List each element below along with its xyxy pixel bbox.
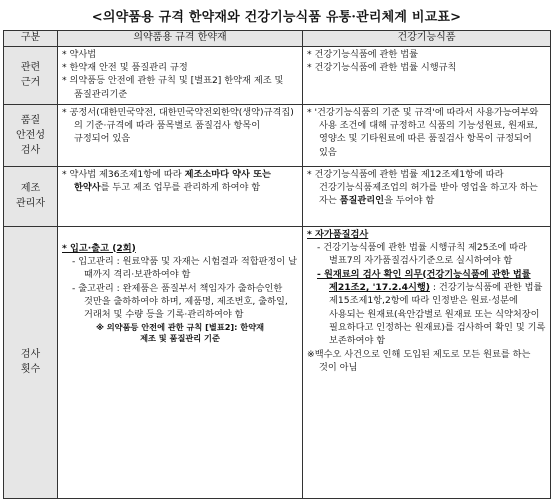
- cell-quality-herbal: [58, 104, 303, 166]
- manager-health-text-a: * 건강기능식품에 관한 법률 제12조제1항에 따라 건강기능식품제조업의 허가를 받아 영업을 하고자 하는 자는: [307, 168, 538, 207]
- herbal-note-line1: ※ 의약품등 안전에 관한 규칙 [별표2]: 한약재: [95, 321, 265, 332]
- manager-health-emphasis: 품질관리인: [339, 195, 385, 207]
- herbal-note-line2: 제조 및 품질관리 기준: [140, 333, 220, 344]
- row-label-basis: 관련 근거: [4, 46, 58, 104]
- header-row: [4, 31, 551, 47]
- cell-basis-health: [303, 46, 551, 104]
- row-label-count: 검사 횟수: [4, 226, 58, 499]
- cell-count-herbal: [58, 226, 303, 499]
- list-item: [62, 168, 298, 195]
- row-label-manager: 제조 관리자: [4, 166, 58, 226]
- cell-manager-health: [303, 166, 551, 226]
- cell-count-health: [303, 226, 551, 499]
- table-row-quality: [4, 104, 551, 166]
- column-header-category: 구분: [4, 31, 58, 47]
- comparison-table: [3, 30, 551, 499]
- manager-health-text-c: 을 두어야 함: [384, 195, 435, 207]
- list-item: * '건강기능식품의 기준 및 규격'에 따라서 사용가능여부와 사용 조건에 대해 규정하고 식품의 기능성원료, 원재료, 영양소 및 기타원료에 따른 품질검사 항목이 규정되어 있음: [307, 106, 539, 158]
- list-item: * 한약재 안전 및 품질관리 규정: [62, 61, 188, 73]
- manager-herbal-emphasis: 제조소마다 약사 또는 한약사: [74, 168, 271, 193]
- table-row-count: [4, 226, 551, 499]
- list-item: * 의약품등 안전에 관한 규칙 및 [별표2] 한약재 제조 및 품질관리기준: [62, 75, 284, 100]
- list-item: * 공정서(대한민국약전, 대한민국약전외한약(생약)규격집)의 기준·규격에 따라 품목별로 품질검사 항목이 규정되어 있음: [62, 106, 294, 145]
- column-header-health: 건강기능식품: [303, 31, 551, 47]
- page-title: <의약품용 규격 한약재와 건강기능식품 유통·관리체계 비교표>: [91, 10, 462, 25]
- health-item2-emphasis: - 원재료의 검사 확인 의무(건강기능식품에 관한 법률 제21조2, '17.2.4시행): [317, 268, 531, 293]
- manager-herbal-text-c: 를 두고 제조 업무를 관리하게 하여야 함: [100, 181, 261, 193]
- list-item: [307, 268, 546, 348]
- list-item: - 건강기능식품에 관한 법률 시행규칙 제25조에 따라 별표7의 자가품질검사기준으로 실시하여야 함: [317, 241, 528, 267]
- list-item: - 출고관리 : 완제품은 품질부서 책임자가 출하승인한 것만을 출하하여야 하며, 제품명, 제조번호, 출하일, 거래처 및 수량 등을 기록·관리하여야 함: [72, 282, 288, 321]
- list-item: - 입고관리 : 원료약품 및 자재는 시험결과 적합판정이 날 때까지 격리·보관하여야 함: [72, 255, 298, 281]
- manager-herbal-text-a: * 약사법 제36조제1항에 따라: [62, 168, 185, 180]
- list-item: [307, 168, 546, 208]
- cell-basis-herbal: [58, 46, 303, 104]
- herbal-count-heading: * 입고·출고 (2회): [62, 242, 136, 254]
- list-item: * 건강기능식품에 관한 법률: [307, 48, 418, 60]
- table-row-basis: [4, 46, 551, 104]
- column-header-herbal: 의약품용 규격 한약재: [58, 31, 303, 47]
- row-label-quality: 품질 안전성 검사: [4, 104, 58, 166]
- health-note: ※백수오 사건으로 인해 도입된 제도로 모든 원료를 하는 것이 아님: [307, 348, 531, 373]
- list-item: * 약사법: [62, 48, 97, 60]
- health-item2-text: : 건강기능식품에 관한 법률 제15조제1항,2항에 따라 인정받은 원료·성분에 사용되는 원재료(육안감별로 원재료 또는 식약처장이 필요하다고 인정하는 원재료)를 검사하여 확인 및 기록 보존하여야 함: [329, 281, 546, 347]
- cell-quality-health: [303, 104, 551, 166]
- table-row-manager: [4, 166, 551, 226]
- health-count-heading: * 자가품질검사: [307, 228, 369, 240]
- list-item: * 건강기능식품에 관한 법률 시행규칙: [307, 61, 457, 73]
- cell-manager-herbal: [58, 166, 303, 226]
